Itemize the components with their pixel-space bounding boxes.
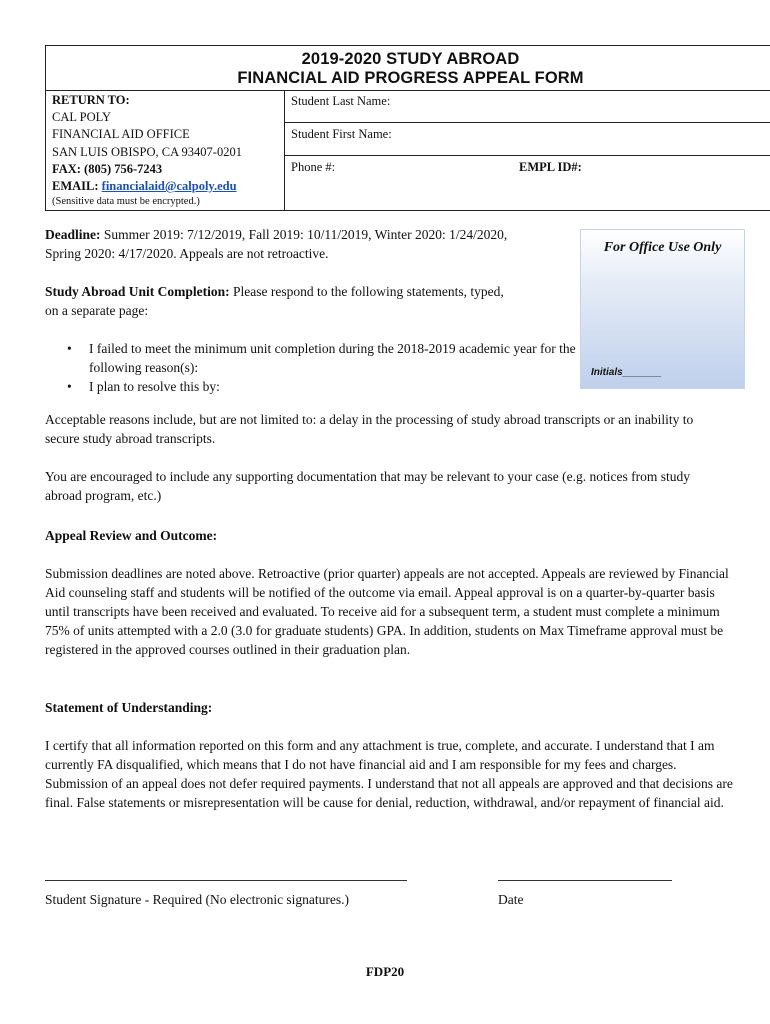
last-name-label: Student Last Name: xyxy=(291,94,391,108)
phone-empl-field[interactable] xyxy=(285,156,770,211)
completion-paragraph xyxy=(45,282,575,320)
deadline-line2: Spring 2020: 4/17/2020. Appeals are not retroactive. xyxy=(45,246,329,261)
statement-paragraph: I certify that all information reported on this form and any attachment is true, complete, and accurate. I understand that I am currently FA disqualified, which means that I do not have financial aid and I am responsible for my fees and charges. Submission of an appeal does not defer required payments. I understand that not all appeals are approved and that decisions are final. False statements or misrepresentation will be cause for denial, reduction, withdrawal, and/or repayment of financial aid. xyxy=(45,738,733,810)
deadline-line1: Summer 2019: 7/12/2019, Fall 2019: 10/11/2019, Winter 2020: 1/24/2020, xyxy=(100,227,508,242)
form-title-line1: 2019-2020 STUDY ABROAD xyxy=(301,50,520,68)
empl-id-label: EMPL ID#: xyxy=(519,160,582,174)
email-label: EMAIL: xyxy=(52,179,102,194)
header-box xyxy=(45,45,770,211)
completion-line2: on a separate page: xyxy=(45,303,149,318)
form-code: FDP20 xyxy=(365,964,405,979)
return-org: CAL POLY xyxy=(52,110,112,125)
appeal-paragraph: Submission deadlines are noted above. Retroactive (prior quarter) appeals are not accepted. Appeals are reviewed by Financial Aid counseling staff and students will be notified of the outcome via email. Appeal approval is on a quarter-by-quarter basis until transcripts have been received and evaluated. To receive aid for a subsequent term, a student must complete a minimum 75% of units attempted with a 2.0 (3.0 for graduate students) GPA. In addition, students on Max Timeframe approval must be registered in the approved courses outlined in their graduation plan. xyxy=(45,566,729,657)
bullet-item: • I plan to resolve this by: xyxy=(45,377,577,396)
last-name-field[interactable] xyxy=(285,90,770,123)
return-fax: FAX: (805) 756-7243 xyxy=(52,161,163,176)
deadline-label: Deadline: xyxy=(45,227,101,242)
office-use-title: For Office Use Only xyxy=(603,240,722,255)
return-office: FINANCIAL AID OFFICE xyxy=(52,127,190,142)
encryption-note: (Sensitive data must be encrypted.) xyxy=(52,196,200,208)
return-address: SAN LUIS OBISPO, CA 93407-0201 xyxy=(52,144,242,159)
reasons-paragraph: Acceptable reasons include, but are not limited to: a delay in the processing of study abroad transcripts or an inability to secure study abroad transcripts. xyxy=(45,412,694,446)
date-label: Date xyxy=(498,892,524,907)
form-title-line2: FINANCIAL AID PROGRESS APPEAL FORM xyxy=(237,69,584,87)
office-use-box xyxy=(580,229,745,389)
signature-line[interactable] xyxy=(45,880,407,881)
signature-label: Student Signature - Required (No electronic signatures.) xyxy=(45,892,350,907)
statement-heading: Statement of Understanding: xyxy=(45,700,213,715)
completion-bullets xyxy=(45,339,577,396)
encouraged-paragraph: You are encouraged to include any supporting documentation that may be relevant to your case (e.g. notices from study abroad program, etc.) xyxy=(45,469,690,503)
return-to-block xyxy=(46,90,285,211)
completion-label: Study Abroad Unit Completion: xyxy=(45,284,230,299)
completion-line1: Please respond to the following statements, typed, xyxy=(229,284,504,299)
bullet-item: • I failed to meet the minimum unit completion during the 2018-2019 academic year for the following reason(s): xyxy=(45,339,577,377)
phone-label: Phone #: xyxy=(291,160,336,174)
return-to-label: RETURN TO: xyxy=(52,93,130,107)
first-name-label: Student First Name: xyxy=(291,127,392,141)
deadline-paragraph xyxy=(45,225,565,263)
first-name-field[interactable] xyxy=(285,123,770,156)
appeal-heading: Appeal Review and Outcome: xyxy=(45,528,218,543)
initials-label: Initials_______ xyxy=(591,367,662,378)
date-line[interactable] xyxy=(498,880,672,881)
email-link[interactable]: financialaid@calpoly.edu xyxy=(101,179,237,194)
